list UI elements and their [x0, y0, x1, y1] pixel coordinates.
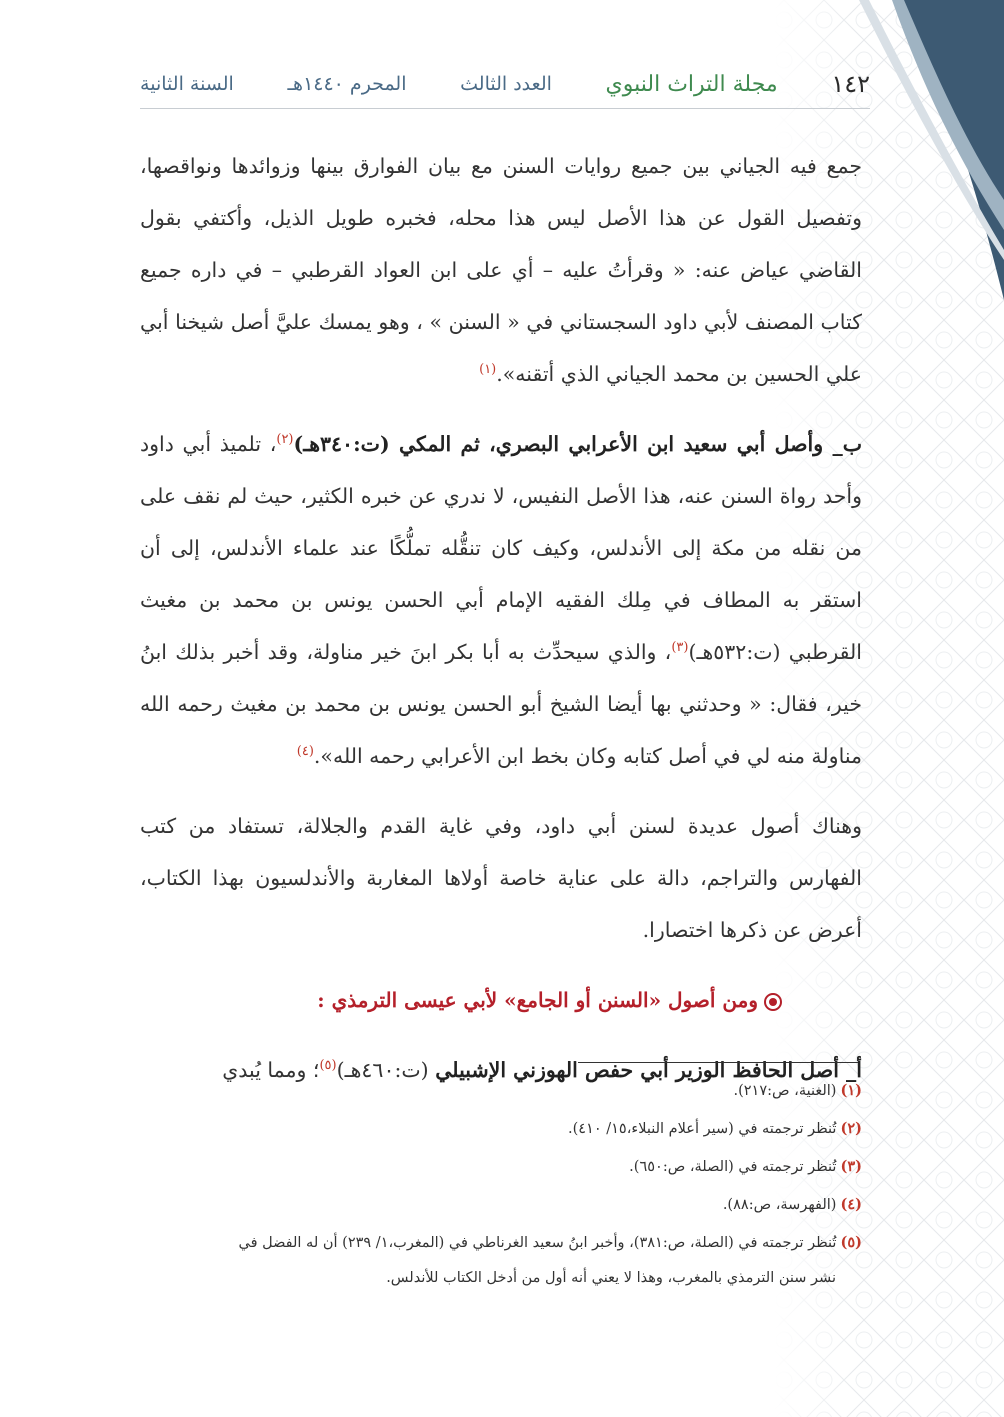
paragraph-3-text: وهناك أصول عديدة لسنن أبي داود، وفي غاية القدم والجلالة، تستفاد من كتب الفهارس والتراجم، دالة على عناية خاصة أولاها المغاربة والأندلسيون بهذا الكتاب، أعرض عن ذكرها اختصارا.	[140, 814, 862, 942]
footnote-ref-4[interactable]: (٤)	[296, 744, 314, 760]
issue-label: العدد الثالث	[460, 73, 552, 95]
footnote-5	[140, 1224, 862, 1262]
footnote-ref-2[interactable]: (٢)	[276, 432, 294, 448]
issue-date: المحرم ١٤٤٠هـ	[287, 73, 407, 95]
paragraph-1	[140, 140, 862, 400]
footnote-text: تُنظر ترجمته في (الصلة، ص:٦٥٠).	[629, 1159, 837, 1175]
footnote-number: (٣)	[840, 1158, 862, 1175]
footnote-text: (الفهرسة، ص:٨٨).	[722, 1197, 837, 1213]
paragraph-2-lead: ب_ وأصل أبي سعيد ابن الأعرابي البصري، ثم المكي (ت:٣٤٠هـ)	[293, 432, 862, 456]
footnote-ref-5[interactable]: (٥)	[319, 1058, 337, 1074]
footnote-text: تُنظر ترجمته في (الصلة، ص:٣٨١)، وأخبر ابنُ سعيد الغرناطي في (المغرب،١/ ٢٣٩) أن له الفضل في	[238, 1235, 837, 1251]
paragraph-2-text-a: ، تلميذ أبي داود وأحد رواة السنن عنه، هذا الأصل النفيس، لا ندري عن خبره الكثير، حيث لم نقف على من نقله من مكة إلى الأندلس، وكيف كان تنقُّله تملُّكًا عند علماء الأندلس، إلى أن استقر به المطاف في مِلك الفقيه الإمام أبي الحسن يونس بن محمد بن مغيث القرطبي (ت:٥٣٢هـ)	[140, 432, 862, 664]
footnote-ref-1[interactable]: (١)	[479, 362, 497, 378]
paragraph-2-text-b: ، والذي سيحدِّث به أبا بكر ابنَ خير مناولة، وقد أخبر بذلك ابنُ خير، فقال: « وحدثني بها أيضا الشيخ أبو الحسن يونس بن محمد بن مغيث رحمه الله مناولة منه لي في أصل كتابه وكان بخط ابن الأعرابي رحمه الله».	[140, 640, 862, 768]
footnotes	[140, 1072, 862, 1294]
page-number: ١٤٢	[831, 70, 870, 98]
footnote-text: تُنظر ترجمته في (سير أعلام النبلاء،١٥/ ٤١٠).	[567, 1121, 837, 1137]
footnote-ref-3[interactable]: (٣)	[671, 640, 689, 656]
footnote-3	[140, 1148, 862, 1186]
footnote-number: (٤)	[840, 1196, 862, 1213]
footnote-separator	[578, 1062, 858, 1063]
target-bullet-icon	[764, 993, 782, 1011]
paragraph-4-lead: أ_ أصل الحافظ الوزير أبي حفص الهوزني الإشبيلي	[435, 1058, 862, 1082]
paragraph-4-date: (ت:٤٦٠هـ)	[336, 1058, 436, 1082]
section-heading-text: ومن أصول «السنن أو الجامع» لأبي عيسى الترمذي :	[317, 988, 758, 1012]
journal-title: مجلة التراث النبوي	[605, 71, 778, 97]
paragraph-2	[140, 418, 862, 782]
running-header	[140, 60, 870, 108]
footnote-4	[140, 1186, 862, 1224]
section-heading	[140, 974, 862, 1026]
footnote-2	[140, 1110, 862, 1148]
main-text	[140, 140, 862, 1096]
year-label: السنة الثانية	[140, 73, 234, 95]
footnote-number: (٥)	[840, 1234, 862, 1251]
paragraph-1-text: جمع فيه الجياني بين جميع روايات السنن مع بيان الفوارق بينها وزوائدها ونواقصها، وتفصيل القول عن هذا الأصل ليس هذا محله، فخبره طويل الذيل، وأكتفي بقول القاضي عياض عنه: « وقرأتُ عليه – أي على ابن العواد القرطبي – في داره جميع كتاب المصنف لأبي داود السجستاني في « السنن » ، وهو يمسك عليَّ أصل شيخنا أبي علي الحسين بن محمد الجياني الذي أتقنه».	[140, 154, 862, 386]
footnote-1	[140, 1072, 862, 1110]
paragraph-3	[140, 800, 862, 956]
footnote-text: (الغنية، ص:٢١٧).	[733, 1083, 837, 1099]
footnote-number: (٢)	[840, 1120, 862, 1137]
header-divider	[140, 108, 870, 109]
footnote-5-continuation: نشر سنن الترمذي بالمغرب، وهذا لا يعني أنه أول من أدخل الكتاب للأندلس.	[386, 1270, 836, 1286]
paragraph-4-tail: ؛ ومما يُبدي	[222, 1058, 320, 1082]
footnote-number: (١)	[840, 1082, 862, 1099]
